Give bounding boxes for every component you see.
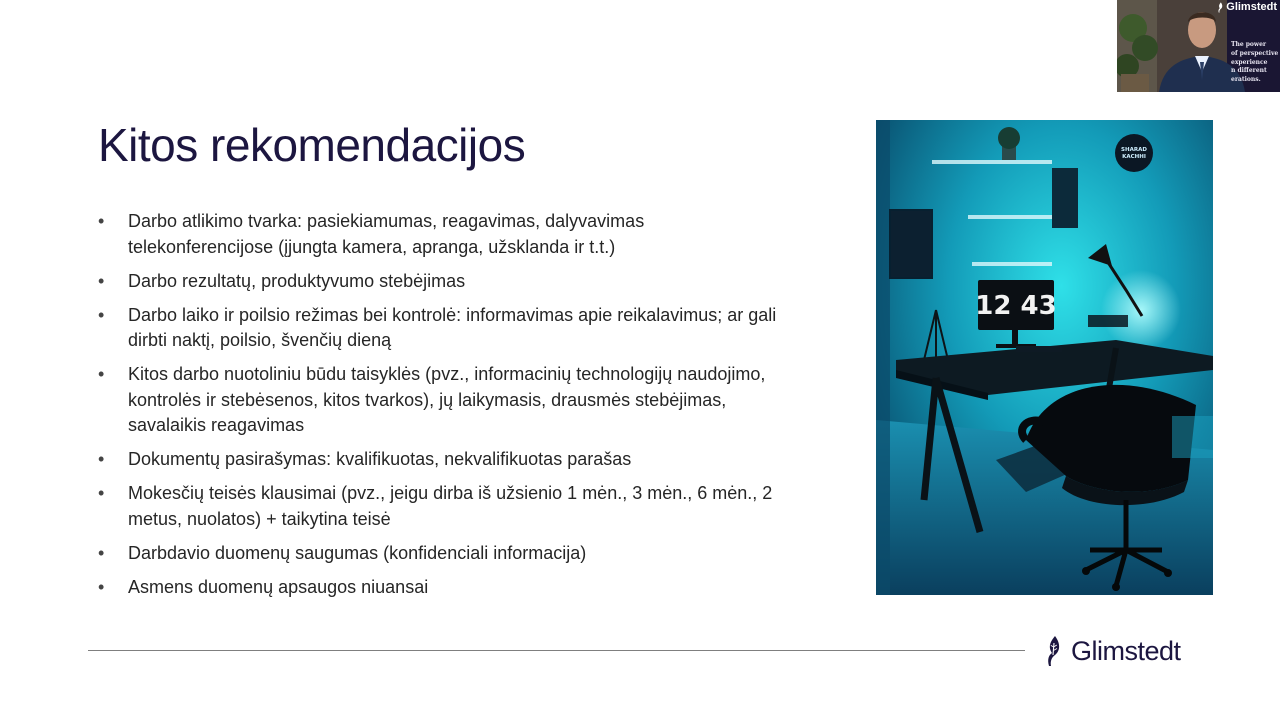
bullet-text: Darbo laiko ir poilsio režimas bei kontrolė: informavimas apie reikalavimus; ar gali dirbti naktį, poilsio, švenčių dieną xyxy=(128,304,777,350)
bullet-dot: • xyxy=(98,576,105,597)
bullet-dot: • xyxy=(98,483,105,503)
list-item xyxy=(98,575,778,601)
bullet-list xyxy=(98,209,778,609)
bullet-text: Dokumentų pasirašymas: kvalifikuotas, nekvalifikuotas parašas xyxy=(128,449,632,469)
bullet-dot: • xyxy=(98,364,105,384)
wall-sign xyxy=(1115,134,1153,172)
webcam-background-text: The power of perspective experience n different erations. xyxy=(1231,41,1279,84)
list-item xyxy=(98,362,778,439)
list-item xyxy=(98,447,778,473)
list-item xyxy=(98,541,778,567)
bullet-text: Darbo atlikimo tvarka: pasiekiamumas, reagavimas, dalyvavimas telekonferencijose (įjungta kamera, apranga, užsklanda ir t.t.) xyxy=(128,211,645,257)
leaf-logo-icon xyxy=(1044,635,1064,667)
leaf-logo-icon xyxy=(1217,2,1224,13)
bullet-dot: • xyxy=(98,449,105,469)
bullet-text: Darbo rezultatų, produktyvumo stebėjimas xyxy=(128,270,466,291)
bullet-text: Darbdavio duomenų saugumas (konfidenciali informacija) xyxy=(128,542,587,563)
monitor-clock: 12 43 xyxy=(975,291,1057,321)
list-item xyxy=(98,209,778,260)
bullet-dot: • xyxy=(98,211,105,231)
footer-divider xyxy=(88,650,1025,651)
bullet-dot: • xyxy=(98,270,105,291)
workspace-photo xyxy=(876,120,1213,595)
bullet-text: Kitos darbo nuotoliniu būdu taisyklės (pvz., informacinių technologijų naudojimo, kontrolės ir stebėsenos, kitos tvarkos), jų laikymasis, drausmės stebėjimas, savalaikis reagavimas xyxy=(128,364,766,435)
brand-logo xyxy=(1044,633,1181,669)
webcam-brand xyxy=(1217,1,1277,13)
webcam-video[interactable] xyxy=(1117,0,1280,92)
svg-text:SHARAD: SHARAD xyxy=(1121,147,1147,153)
bullet-text: Mokesčių teisės klausimai (pvz., jeigu dirba iš užsienio 1 mėn., 3 mėn., 6 mėn., 2 metus, nuolatos) + taikytina teisė xyxy=(128,483,773,529)
brand-name: Glimstedt xyxy=(1071,635,1181,666)
bullet-text: Asmens duomenų apsaugos niuansai xyxy=(128,576,429,597)
svg-text:KACHHI: KACHHI xyxy=(1122,154,1146,160)
bullet-dot: • xyxy=(98,304,105,325)
slide-title: Kitos rekomendacijos xyxy=(98,119,526,171)
webcam-brand-name: Glimstedt xyxy=(1226,1,1277,13)
list-item xyxy=(98,269,778,295)
list-item xyxy=(98,481,778,532)
list-item xyxy=(98,303,778,354)
bullet-dot: • xyxy=(98,542,105,563)
